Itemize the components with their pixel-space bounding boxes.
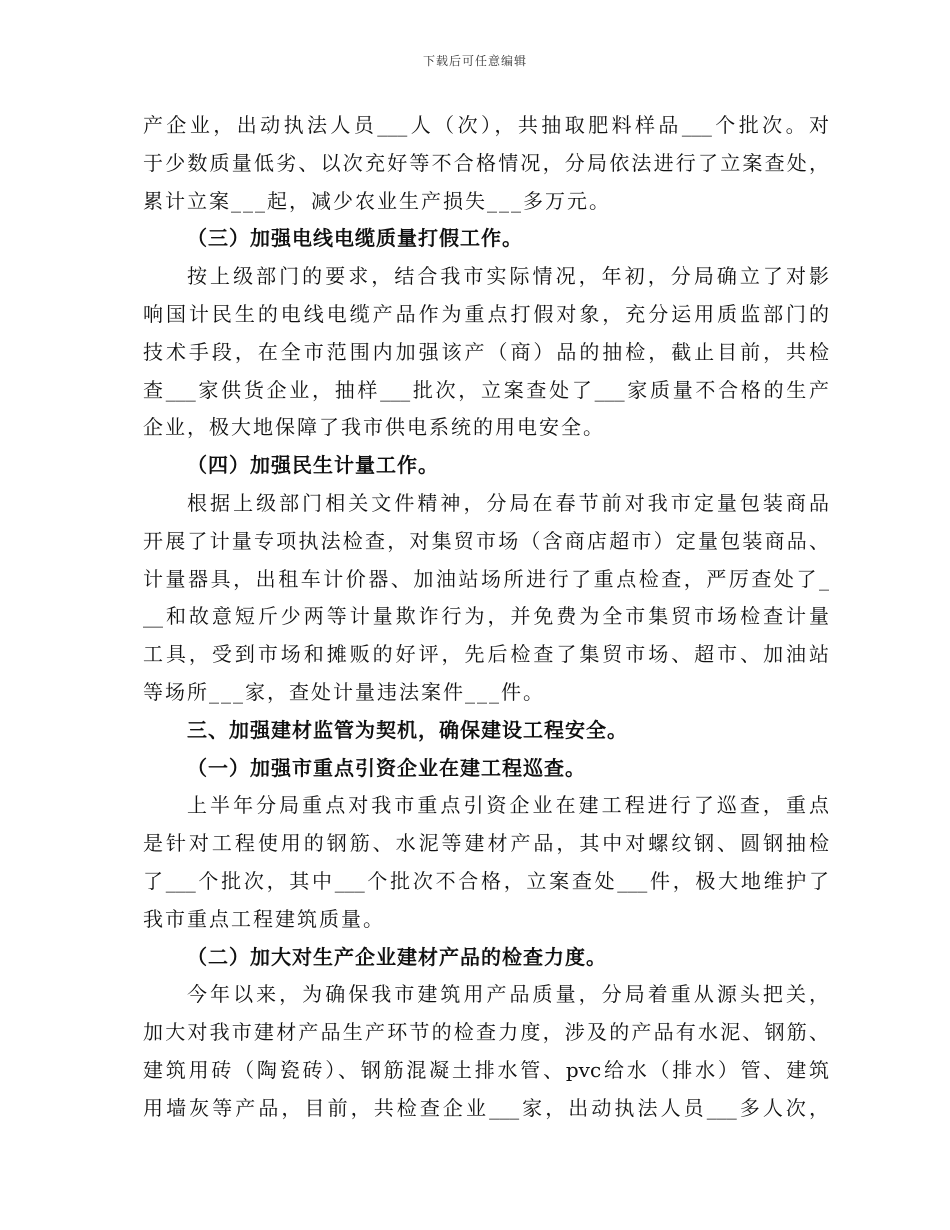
paragraph-line: 等场所___家，查处计量违法案件___件。 — [143, 679, 545, 704]
paragraph-line: 上半年分局重点对我市重点引资企业在建工程进行了巡查，重点 — [187, 793, 829, 818]
paragraph-line: 技术手段，在全市范围内加强该产（商）品的抽检，截止目前，共检 — [143, 339, 829, 364]
paragraph-line: 了___个批次，其中___个批次不合格，立案查处___件，极大地维护了 — [143, 868, 829, 893]
paragraph-line: 于少数质量低劣、以次充好等不合格情况，分局依法进行了立案查处， — [143, 150, 829, 175]
section-heading: （四）加强民生计量工作。 — [187, 453, 439, 478]
paragraph-line: 今年以来，为确保我市建筑用产品质量，分局着重从源头把关， — [187, 982, 829, 1007]
paragraph-line: 我市重点工程建筑质量。 — [143, 906, 385, 931]
paragraph-line: 累计立案___起，减少农业生产损失___多万元。 — [143, 188, 611, 213]
paragraph-line: 查___家供货企业，抽样___批次，立案查处了___家质量不合格的生产 — [143, 377, 829, 402]
paragraph-line: 开展了计量专项执法检查，对集贸市场（含商店超市）定量包装商品、 — [143, 528, 829, 553]
page-header: 下载后可任意编辑 — [422, 54, 527, 68]
section-heading: （三）加强电线电缆质量打假工作。 — [187, 226, 523, 251]
paragraph-line: 用墙灰等产品，目前，共检查企业___家，出动执法人员___多人次， — [143, 1095, 829, 1120]
paragraph-line: __和故意短斤少两等计量欺诈行为，并免费为全市集贸市场检查计量 — [143, 604, 829, 629]
paragraph-line: 建筑用砖（陶瓷砖）、钢筋混凝土排水管、pvc给水（排水）管、建筑 — [143, 1057, 829, 1082]
paragraph-line: 计量器具，出租车计价器、加油站场所进行了重点检查，严厉查处了_ — [143, 566, 829, 591]
paragraph-line: 根据上级部门相关文件精神，分局在春节前对我市定量包装商品 — [187, 490, 829, 515]
document-body — [143, 107, 829, 1128]
paragraph-line: 响国计民生的电线电缆产品作为重点打假对象，充分运用质监部门的 — [143, 301, 829, 326]
paragraph-line: 产企业，出动执法人员___人（次），共抽取肥料样品___个批次。对 — [143, 113, 829, 137]
paragraph-line: 是针对工程使用的钢筋、水泥等建材产品，其中对螺纹钢、圆钢抽检 — [143, 831, 829, 856]
paragraph-line: 加大对我市建材产品生产环节的检查力度，涉及的产品有水泥、钢筋、 — [143, 1020, 829, 1045]
paragraph-line: 按上级部门的要求，结合我市实际情况，年初，分局确立了对影 — [187, 264, 829, 289]
section-heading: 三、加强建材监管为契机，确保建设工程安全。 — [187, 717, 628, 742]
section-heading: （二）加大对生产企业建材产品的检查力度。 — [187, 944, 607, 969]
section-heading: （一）加强市重点引资企业在建工程巡查。 — [187, 755, 586, 780]
paragraph-line: 工具，受到市场和摊贩的好评，先后检查了集贸市场、超市、加油站 — [143, 642, 829, 667]
paragraph-line: 企业，极大地保障了我市供电系统的用电安全。 — [143, 415, 605, 440]
